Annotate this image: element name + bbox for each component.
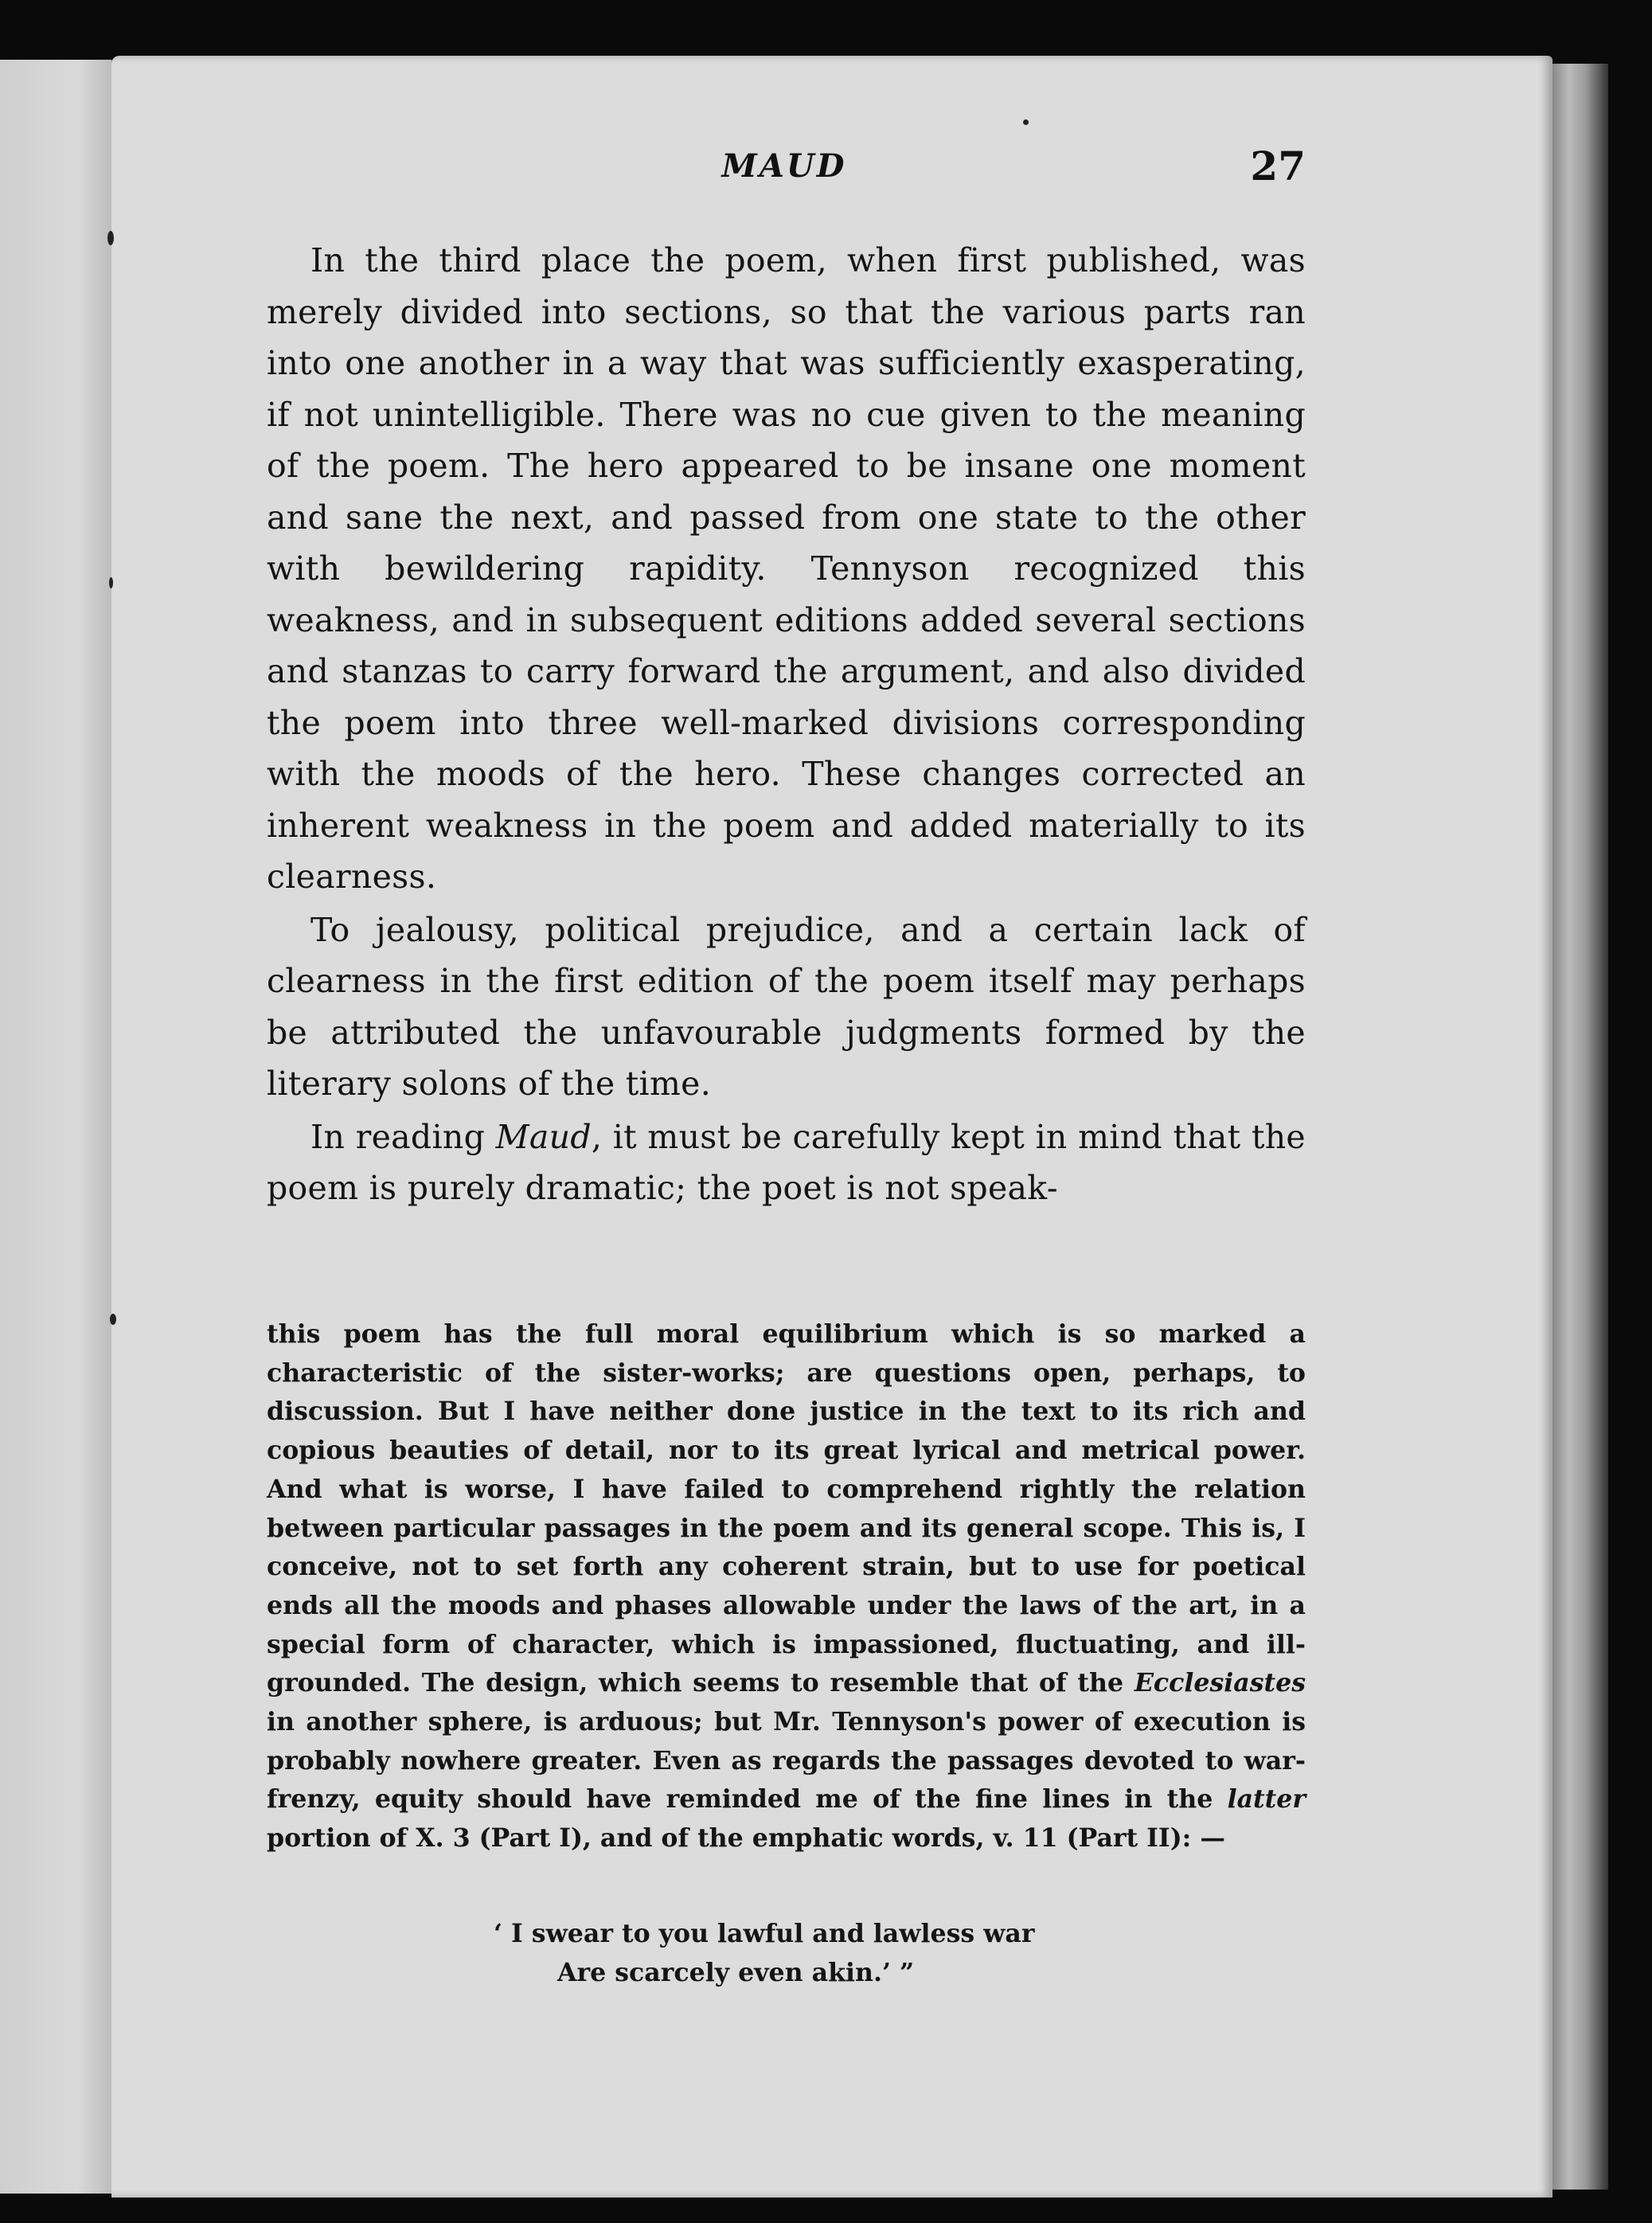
scan-speck: [107, 231, 114, 245]
page-number: 27: [1250, 143, 1306, 189]
paragraph: [267, 1112, 1306, 1214]
running-head: [263, 143, 1306, 195]
footnote-text-part: in another sphere, is arduous; but Mr. Tennyson's power of execution is probably nowhere greater. Even as regards the passages devoted to war-frenzy, equity should have reminded me of the fine lines in the: [267, 1707, 1306, 1815]
scan-speck: [1023, 119, 1029, 125]
verse-quotation: [263, 1915, 1306, 1992]
running-title: MAUD: [721, 147, 847, 185]
italic-title: Ecclesiastes: [1134, 1668, 1306, 1698]
footnote-text-part: portion of X. 3 (Part I), and of the emphatic words, v. 11 (Part II): —: [267, 1823, 1225, 1854]
verse-line: ‘ I swear to you lawful and lawless war: [494, 1919, 1035, 1948]
paragraph: In the third place the poem, when first published, was merely divided into sections, so that the various parts ran into one another in a way that was sufficiently exasperating, if not unintelligible. There was no cue given to the meaning of the poem. The hero appeared to be insane one moment and sane the next, and passed from one state to the other with bewildering rapidity. Tennyson recognized this weakness, and in subsequent editions added several sections and stanzas to carry forward the argument, and also divided the poem into three well-marked divisions corresponding with the moods of the hero. These changes corrected an inherent weakness in the poem and added materially to its clearness.: [267, 241, 1306, 896]
italic-title: Maud: [495, 1117, 592, 1156]
italic-word: latter: [1227, 1784, 1306, 1815]
paragraph-text: In reading: [310, 1117, 496, 1156]
book-page-fore-edge: [1552, 64, 1608, 2190]
footnote-text: [267, 1315, 1306, 1858]
footnote-text-part: this poem has the full moral equilibrium which is so marked a characteristic of the sister-works; are questions open, perhaps, to discussion. But I have neither done justice in the text to its rich and copious beauties of detail, nor to its great lyrical and metrical power. And what is worse, I have failed to comprehend rightly the relation between particular passages in the poem and its general scope. This is, I conceive, not to set forth any coherent strain, but to use for poetical ends all the moods and phases allowable under the laws of the art, in a special form of character, which is impassioned, fluctuating, and ill-grounded. The design, which seems to resemble that of the: [267, 1319, 1306, 1698]
main-text: [267, 235, 1306, 1214]
footnote: [267, 1315, 1306, 1858]
verse-line: Are scarcely even akin.’ ”: [557, 1957, 915, 1987]
scan-speck: [110, 1314, 116, 1325]
previous-page-edge: [0, 60, 114, 2194]
paragraph-text: , it must be carefully kept in mind that the poem is purely dramatic; the poet is not speak-: [267, 1117, 1306, 1207]
scan-speck: [109, 577, 113, 588]
paragraph: To jealousy, political prejudice, and a certain lack of clearness in the first edition of the poem itself may perhaps be attributed the unfavourable judgments formed by the literary solons of the time.: [267, 910, 1306, 1103]
